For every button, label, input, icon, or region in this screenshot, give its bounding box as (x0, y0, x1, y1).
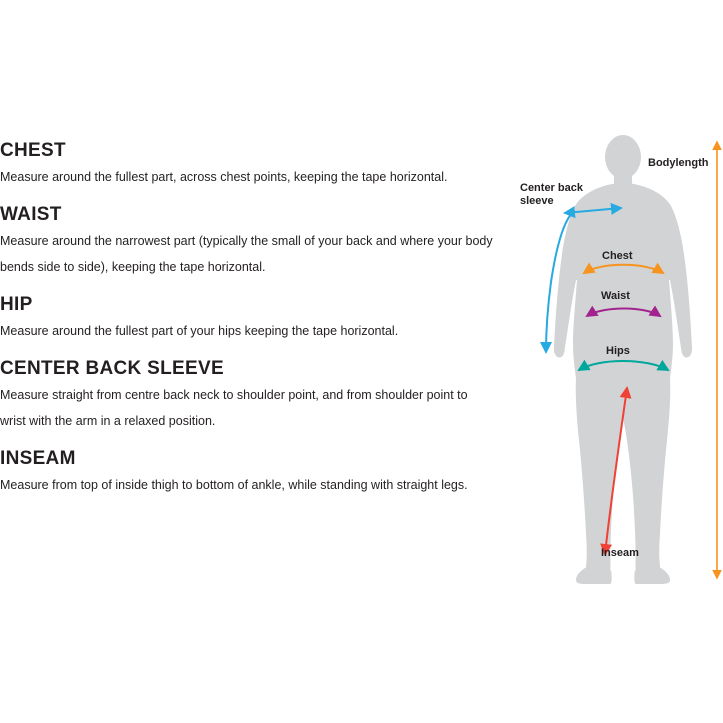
label-chest: Chest (602, 250, 633, 262)
measurement-title: CHEST (0, 140, 66, 161)
measurement-title: WAIST (0, 204, 62, 225)
label-hips: Hips (606, 345, 630, 357)
measurement-title: CENTER BACK SLEEVE (0, 358, 224, 379)
label-waist: Waist (601, 290, 630, 302)
measurement-item-center-back-sleeve (0, 358, 500, 434)
label-center-back-sleeve: Center back sleeve (520, 182, 583, 207)
measurement-description: Measure around the fullest part of your hips keeping the tape horizontal. (0, 324, 399, 338)
measurement-item-hip (0, 294, 500, 344)
measurement-description: Measure straight from centre back neck to shoulder point, and from shoulder point to wrist with the arm in a relaxed position. (0, 388, 468, 428)
measurement-description: Measure from top of inside thigh to bottom of ankle, while standing with straight legs. (0, 478, 468, 492)
measurement-title: INSEAM (0, 448, 76, 469)
label-inseam: Inseam (601, 547, 639, 559)
measurement-item-waist (0, 204, 500, 280)
measurement-title: HIP (0, 294, 33, 315)
measurement-item-chest (0, 140, 500, 190)
measurement-description: Measure around the fullest part, across chest points, keeping the tape horizontal. (0, 170, 448, 184)
measurement-description: Measure around the narrowest part (typically the small of your back and where your body bends side to side), keeping the tape horizontal. (0, 234, 493, 274)
measurement-instructions (0, 140, 500, 512)
label-bodylength: Bodylength (648, 157, 709, 169)
body-diagram (505, 130, 723, 590)
measurement-item-inseam (0, 448, 500, 498)
